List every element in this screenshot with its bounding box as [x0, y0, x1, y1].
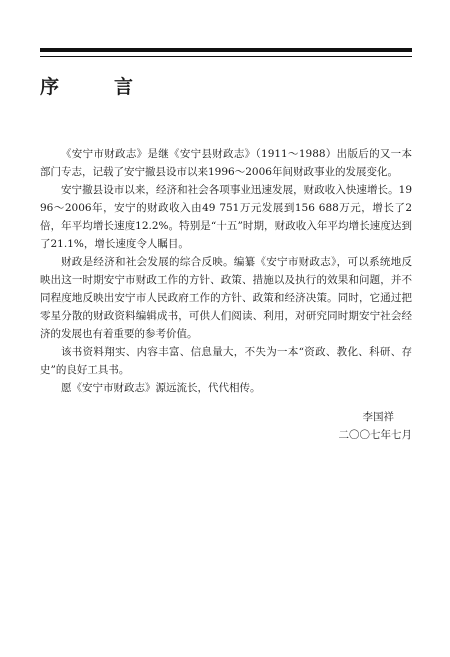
signature-date: 二〇〇七年七月 — [338, 429, 412, 441]
paragraph: 《安宁市财政志》是继《安宁县财政志》（1911～1988）出版后的又一本部门专志，记载了安宁撤县设市以来1996～2006年间财政事业的发展变化。 — [40, 148, 412, 178]
paragraph: 安宁撤县设市以来，经济和社会各项事业迅速发展，财政收入快速增长。1996～2006年，安宁的财政收入由49 751万元发展到156 688万元，增长了2倍，年平均增长速度12.2%。特别是“十五”时期，财政收入年平均增长速度达到了21.1%，增长速度令人瞩目。 — [40, 184, 412, 250]
paragraph: 愿《安宁市财政志》源远流长，代代相传。 — [61, 382, 261, 394]
preface-body — [40, 145, 412, 397]
paragraph: 该书资料翔实、内容丰富、信息量大，不失为一本“资政、教化、科研、存史”的良好工具书。 — [40, 346, 412, 376]
signature-block — [339, 408, 413, 444]
page-title: 序 言 — [40, 76, 152, 98]
header-rule-thick — [40, 48, 412, 52]
paragraph: 财政是经济和社会发展的综合反映。编纂《安宁市财政志》，可以系统地反映出这一时期安宁市财政工作的方针、政策、措施以及执行的效果和问题，并不同程度地反映出安宁市人民政府工作的方针、政策和经济决策。同时，它通过把零星分散的财政资料编辑成书，可供人们阅读、利用，对研究同时期安宁社会经济的发展也有着重要的参考价值。 — [40, 256, 412, 340]
author-name: 李国祥 — [362, 411, 394, 423]
header-rule-thin — [40, 56, 412, 57]
